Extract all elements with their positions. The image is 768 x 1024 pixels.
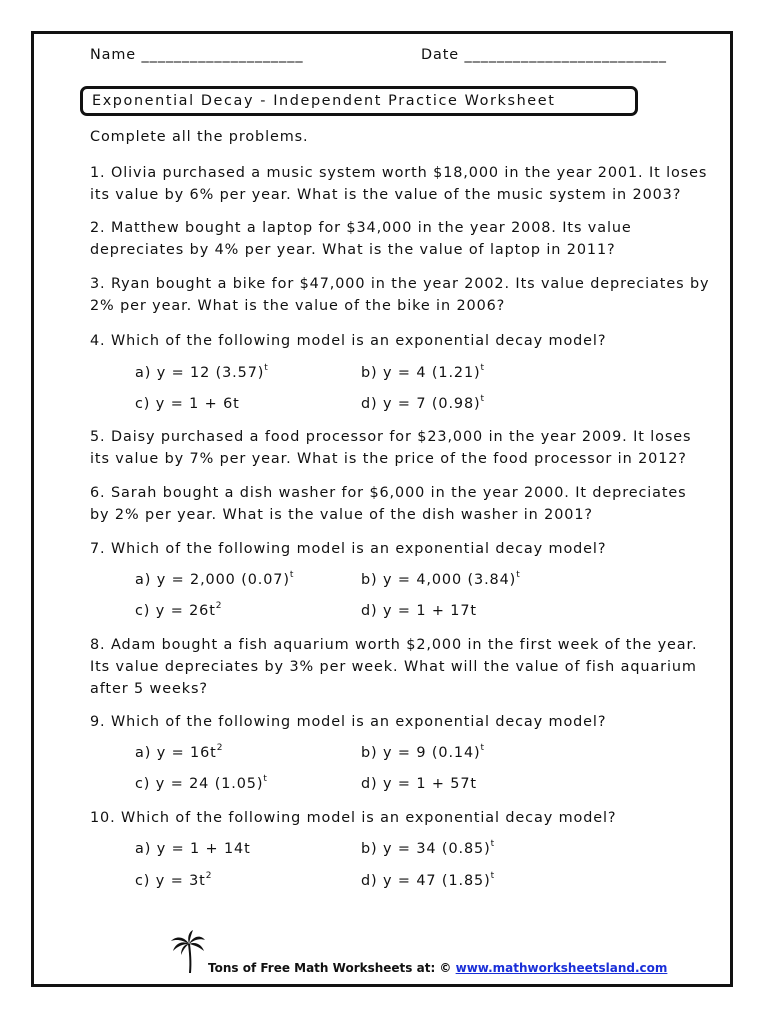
problem-9: 9. Which of the following model is an exponential decay model? <box>90 714 607 730</box>
q9-option-a: a) $y = 16t^2$ <box>135 743 223 761</box>
worksheet-title: Exponential Decay - Independent Practice Worksheet <box>92 93 556 109</box>
problem-5-line-2: its value by 7% per year. What is the price of the food processor in 2012? <box>90 451 687 467</box>
problem-1-line-1: 1. Olivia purchased a music system worth $18,000 in the year 2001. It loses <box>90 165 708 181</box>
problem-7: 7. Which of the following model is an exponential decay model? <box>90 541 607 557</box>
title-box <box>80 86 638 116</box>
problem-6-line-2: by 2% per year. What is the value of the dish washer in 2001? <box>90 507 593 523</box>
q7-option-a: a) y = 2,000 $(0.07)^t$ <box>135 570 294 588</box>
problem-5-line-1: 5. Daisy purchased a food processor for $23,000 in the year 2009. It loses <box>90 429 692 445</box>
problem-8-line-3: after 5 weeks? <box>90 681 208 697</box>
date-field-label: Date _________________________ <box>421 47 667 63</box>
problem-10: 10. Which of the following model is an exponential decay model? <box>90 810 617 826</box>
problem-8-line-2: Its value depreciates by 3% per week. What will the value of fish aquarium <box>90 659 697 675</box>
q10-option-c: c) $y = 3t^2$ <box>135 871 212 889</box>
problem-6-line-1: 6. Sarah bought a dish washer for $6,000 in the year 2000. It depreciates <box>90 485 687 501</box>
q9-option-c: c) y = 24 $(1.05)^t$ <box>135 774 267 792</box>
q10-option-a: a) y = 1 + 14t <box>135 841 251 857</box>
q10-option-d: d) y = 47 $(1.85)^t$ <box>361 871 495 889</box>
problem-1-line-2: its value by 6% per year. What is the value of the music system in 2003? <box>90 187 682 203</box>
problem-3-line-2: 2% per year. What is the value of the bike in 2006? <box>90 298 506 314</box>
q10-option-b: b) y = 34 $(0.85)^t$ <box>361 839 495 857</box>
q4-option-d: d) y = 7 $(0.98)^t$ <box>361 394 485 412</box>
problem-3-line-1: 3. Ryan bought a bike for $47,000 in the year 2002. Its value depreciates by <box>90 276 710 292</box>
problem-2-line-1: 2. Matthew bought a laptop for $34,000 in the year 2008. Its value <box>90 220 632 236</box>
q4-option-a: a) y = 12 $(3.57)^t$ <box>135 363 268 381</box>
palm-tree-icon <box>170 930 206 974</box>
footer-link[interactable]: www.mathworksheetsland.com <box>455 961 668 975</box>
q4-option-b: b) y = 4 $(1.21)^t$ <box>361 363 485 381</box>
q9-option-b: b) y = 9 $(0.14)^t$ <box>361 743 485 761</box>
problem-2-line-2: depreciates by 4% per year. What is the value of laptop in 2011? <box>90 242 616 258</box>
name-field-label: Name ____________________ <box>90 47 304 63</box>
q7-option-b: b) y = 4,000 $(3.84)^t$ <box>361 570 520 588</box>
problem-8-line-1: 8. Adam bought a fish aquarium worth $2,000 in the first week of the year. <box>90 637 698 653</box>
instructions: Complete all the problems. <box>90 129 309 145</box>
q4-option-c: c) y = 1 + 6t <box>135 396 240 412</box>
footer-text: Tons of Free Math Worksheets at: © <box>208 961 456 975</box>
problem-4: 4. Which of the following model is an exponential decay model? <box>90 333 607 349</box>
q7-option-d: d) y = 1 + 17t <box>361 603 477 619</box>
footer-credit <box>208 961 667 975</box>
q9-option-d: d) y = 1 + 57t <box>361 776 477 792</box>
q7-option-c: c) $y = 26t^2$ <box>135 601 222 619</box>
